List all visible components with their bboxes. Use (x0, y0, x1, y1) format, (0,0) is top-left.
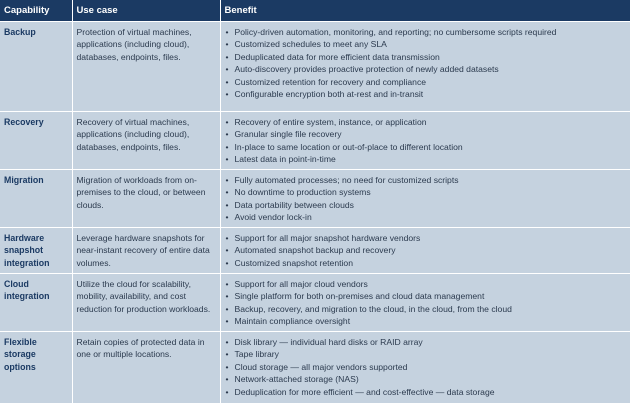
use-case-cell: Utilize the cloud for scalability, mobility, availability, and cost reduction for production workloads. (72, 274, 220, 332)
use-case-cell: Migration of workloads from on-premises to the cloud, or between clouds. (72, 170, 220, 228)
use-case-cell: Retain copies of protected data in one or multiple locations. (72, 332, 220, 404)
benefit-item: • Single platform for both on-premises and cloud data management (225, 290, 626, 302)
benefit-list (225, 278, 626, 328)
benefit-cell (220, 228, 630, 274)
benefit-item: • Maintain compliance oversight (225, 315, 626, 327)
benefit-item: • Avoid vendor lock-in (225, 211, 626, 223)
capability-label: integration (4, 291, 50, 302)
capability-cell (0, 228, 72, 274)
header-capability: Capability (0, 0, 72, 22)
benefit-item: • Customized snapshot retention (225, 257, 626, 269)
capability-cell (0, 332, 72, 404)
capability-label: Flexible (4, 337, 37, 347)
benefit-item: • Disk library — individual hard disks or RAID array (225, 336, 626, 348)
benefit-list (225, 26, 626, 100)
capability-cell (0, 112, 72, 170)
benefit-item: • Deduplicated data for more efficient data transmission (225, 51, 626, 63)
benefit-item: • Support for all major snapshot hardware vendors (225, 232, 626, 244)
benefit-cell (220, 22, 630, 112)
benefit-list (225, 116, 626, 166)
benefit-item: • Backup, recovery, and migration to the cloud, in the cloud, from the cloud (225, 303, 626, 315)
benefit-item: • Tape library (225, 348, 626, 360)
capability-label: storage (4, 349, 36, 360)
capability-label: Recovery (4, 117, 44, 127)
benefit-cell (220, 274, 630, 332)
capability-label: Cloud (4, 279, 29, 289)
benefit-item: • Customized schedules to meet any SLA (225, 38, 626, 50)
capability-label: Backup (4, 27, 36, 37)
table-row (0, 22, 630, 112)
benefit-cell (220, 112, 630, 170)
benefit-item: • Policy-driven automation, monitoring, and reporting; no cumbersome scripts required (225, 26, 626, 38)
header-benefit: Benefit (220, 0, 630, 22)
benefit-item: • Data portability between clouds (225, 199, 626, 211)
benefit-list (225, 336, 626, 398)
table-row (0, 112, 630, 170)
capability-label: Migration (4, 175, 44, 185)
capability-label: options (4, 361, 36, 372)
benefit-list (225, 232, 626, 269)
benefit-item: • Automated snapshot backup and recovery (225, 244, 626, 256)
header-use-case: Use case (72, 0, 220, 22)
use-case-cell: Recovery of virtual machines, applications (including cloud), databases, endpoints, files. (72, 112, 220, 170)
use-case-cell: Leverage hardware snapshots for near-instant recovery of entire data volumes. (72, 228, 220, 274)
table-row (0, 170, 630, 228)
benefit-item: • Recovery of entire system, instance, or application (225, 116, 626, 128)
capability-cell (0, 170, 72, 228)
table-row (0, 274, 630, 332)
capability-cell (0, 22, 72, 112)
benefit-cell (220, 332, 630, 404)
benefit-cell (220, 170, 630, 228)
benefit-item: • Network-attached storage (NAS) (225, 373, 626, 385)
table-row (0, 228, 630, 274)
capability-label: Hardware (4, 233, 45, 243)
benefit-item: • Latest data in point-in-time (225, 153, 626, 165)
benefit-item: • Cloud storage — all major vendors supported (225, 361, 626, 373)
benefit-list (225, 174, 626, 224)
use-case-cell: Protection of virtual machines, applications (including cloud), databases, endpoints, files. (72, 22, 220, 112)
capability-cell (0, 274, 72, 332)
capability-label: integration (4, 257, 50, 268)
benefit-item: • No downtime to production systems (225, 186, 626, 198)
benefit-item: • Fully automated processes; no need for customized scripts (225, 174, 626, 186)
table-header-row (0, 0, 630, 22)
benefit-item: • Granular single file recovery (225, 128, 626, 140)
benefit-item: • Support for all major cloud vendors (225, 278, 626, 290)
benefit-item: • Auto-discovery provides proactive protection of newly added datasets (225, 63, 626, 75)
table-row (0, 332, 630, 404)
benefit-item: • Configurable encryption both at-rest and in-transit (225, 88, 626, 100)
benefit-item: • In-place to same location or out-of-place to different location (225, 141, 626, 153)
capability-label: snapshot (4, 245, 44, 256)
benefit-item: • Customized retention for recovery and compliance (225, 76, 626, 88)
benefit-item: • Deduplication for more efficient — and cost-effective — data storage (225, 386, 626, 398)
